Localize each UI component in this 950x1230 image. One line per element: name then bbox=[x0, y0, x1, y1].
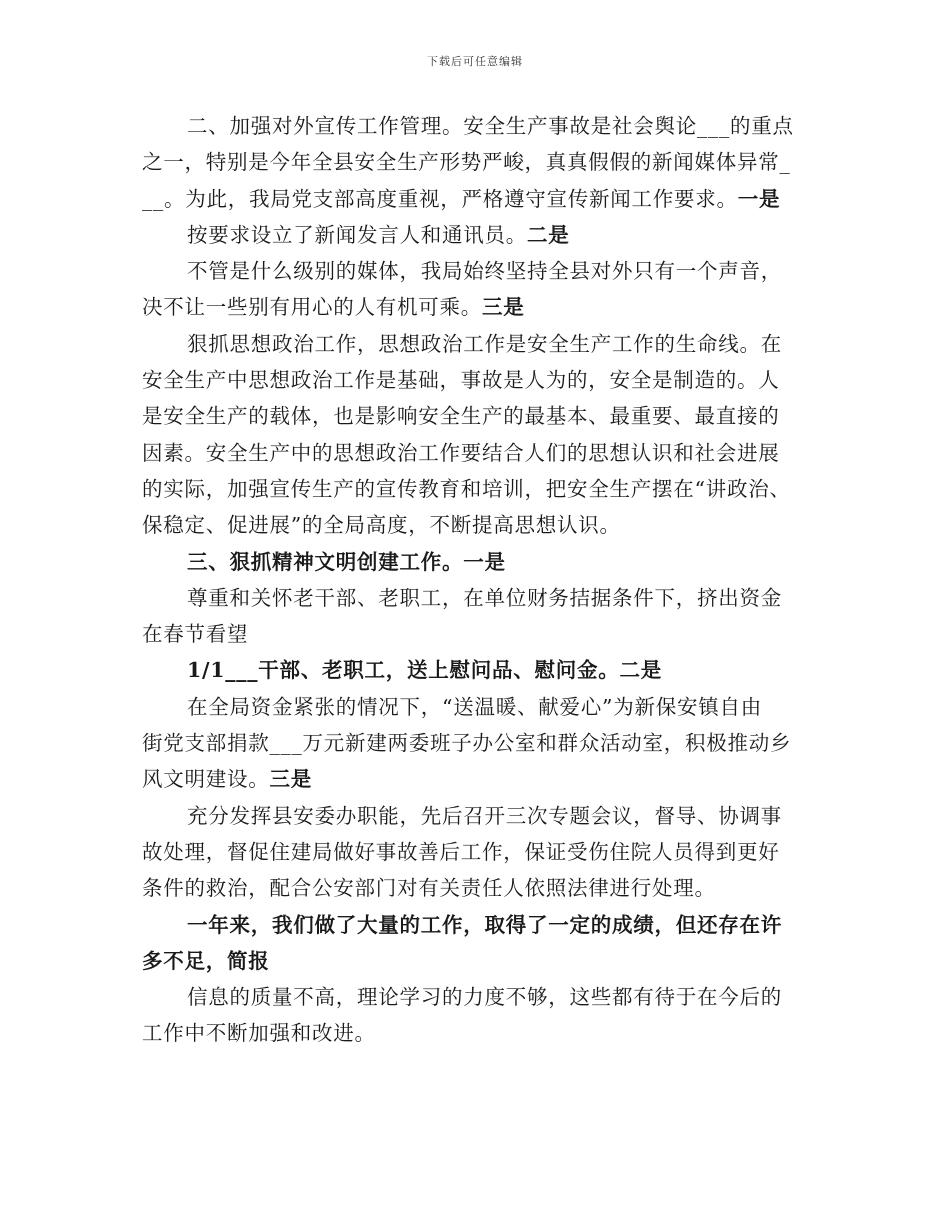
line-text: 尊重和关怀老干部、老职工，在单位财务拮据条件下，挤出资金 bbox=[187, 585, 782, 610]
text-line bbox=[142, 725, 814, 761]
line-text: 工作中不断加强和改进。 bbox=[142, 1021, 376, 1046]
text-line bbox=[142, 326, 814, 362]
line-text: 决不让一些别有用心的人有机可乘。 bbox=[142, 295, 482, 320]
text-line bbox=[142, 253, 814, 289]
line-text: 多不足，简报 bbox=[142, 948, 270, 973]
line-text: 保稳定、促进展”的全局高度，不断提高思想认识。 bbox=[142, 513, 621, 538]
line-text: 充分发挥县安委办职能，先后召开三次专题会议，督导、协调事 bbox=[187, 803, 782, 828]
text-line bbox=[142, 144, 814, 180]
line-text: 街党支部捐款___万元新建两委班子办公室和群众活动室，积极推动乡 bbox=[142, 731, 792, 756]
line-text: 之一，特别是今年全县安全生产形势严峻，真真假假的新闻媒体异常_ bbox=[142, 150, 791, 175]
text-line bbox=[142, 398, 814, 434]
text-line bbox=[142, 289, 814, 325]
text-line bbox=[142, 979, 814, 1015]
line-text: 在全局资金紧张的情况下，“送温暖、献爱心”为新保安镇自由 bbox=[187, 694, 762, 719]
line-text: 是安全生产的载体，也是影响安全生产的最基本、最重要、最直接的 bbox=[142, 404, 780, 429]
line-text: 安全生产中思想政治工作是基础，事故是人为的，安全是制造的。人 bbox=[142, 368, 780, 393]
line-text: 的实际，加强宣传生产的宣传教育和培训，把安全生产摆在“讲政治、 bbox=[142, 476, 791, 501]
line-text: __。为此，我局党支部高度重视，严格遵守宣传新闻工作要求。 bbox=[142, 186, 738, 211]
text-line bbox=[142, 471, 814, 507]
line-text: 在春节看望 bbox=[142, 622, 249, 647]
line-text: 一年来，我们做了大量的工作，取得了一定的成绩，但还存在许 bbox=[187, 912, 782, 937]
text-line bbox=[142, 652, 814, 688]
text-line bbox=[142, 181, 814, 217]
line-text: 风文明建设。 bbox=[142, 767, 270, 792]
text-line bbox=[142, 217, 814, 253]
line-text: 三、狠抓精神文明创建工作。一是 bbox=[187, 549, 506, 574]
text-line bbox=[142, 580, 814, 616]
text-line bbox=[142, 1015, 814, 1051]
text-line bbox=[142, 761, 814, 797]
line-text: 狠抓思想政治工作，思想政治工作是安全生产工作的生命线。在 bbox=[187, 331, 782, 356]
text-line bbox=[142, 108, 814, 144]
line-emphasis: 一是 bbox=[737, 186, 781, 211]
line-text: 故处理，督促住建局做好事故善后工作，保证受伤住院人员得到更好 bbox=[142, 839, 780, 864]
text-line bbox=[142, 689, 814, 725]
line-text: 二、加强对外宣传工作管理。安全生产事故是社会舆论___的重点 bbox=[187, 114, 794, 138]
text-line bbox=[142, 362, 814, 398]
text-line bbox=[142, 544, 814, 580]
text-line bbox=[142, 907, 814, 943]
line-text: 信息的质量不高，理论学习的力度不够，这些都有待于在今后的 bbox=[187, 985, 782, 1010]
line-text: 因素。安全生产中的思想政治工作要结合人们的思想认识和社会进展 bbox=[142, 440, 780, 465]
line-text: 条件的救治，配合公安部门对有关责任人依照法律进行处理。 bbox=[142, 876, 716, 901]
line-text: 1/1___干部、老职工，送上慰问品、慰问金。二是 bbox=[187, 658, 663, 683]
line-emphasis: 三是 bbox=[269, 767, 312, 792]
line-emphasis: 二是 bbox=[527, 222, 570, 247]
line-text: 按要求设立了新闻发言人和通讯员。 bbox=[187, 222, 527, 247]
line-emphasis: 三是 bbox=[482, 295, 525, 320]
text-line bbox=[142, 870, 814, 906]
text-line bbox=[142, 507, 814, 543]
line-text: 不管是什么级别的媒体，我局始终坚持全县对外只有一个声音， bbox=[187, 259, 782, 284]
text-line bbox=[142, 798, 814, 834]
text-line bbox=[142, 834, 814, 870]
text-line bbox=[142, 435, 814, 471]
text-line bbox=[142, 616, 814, 652]
page-header: 下载后可任意编辑 bbox=[427, 55, 523, 68]
text-line bbox=[142, 943, 814, 979]
document-body bbox=[142, 108, 814, 1052]
